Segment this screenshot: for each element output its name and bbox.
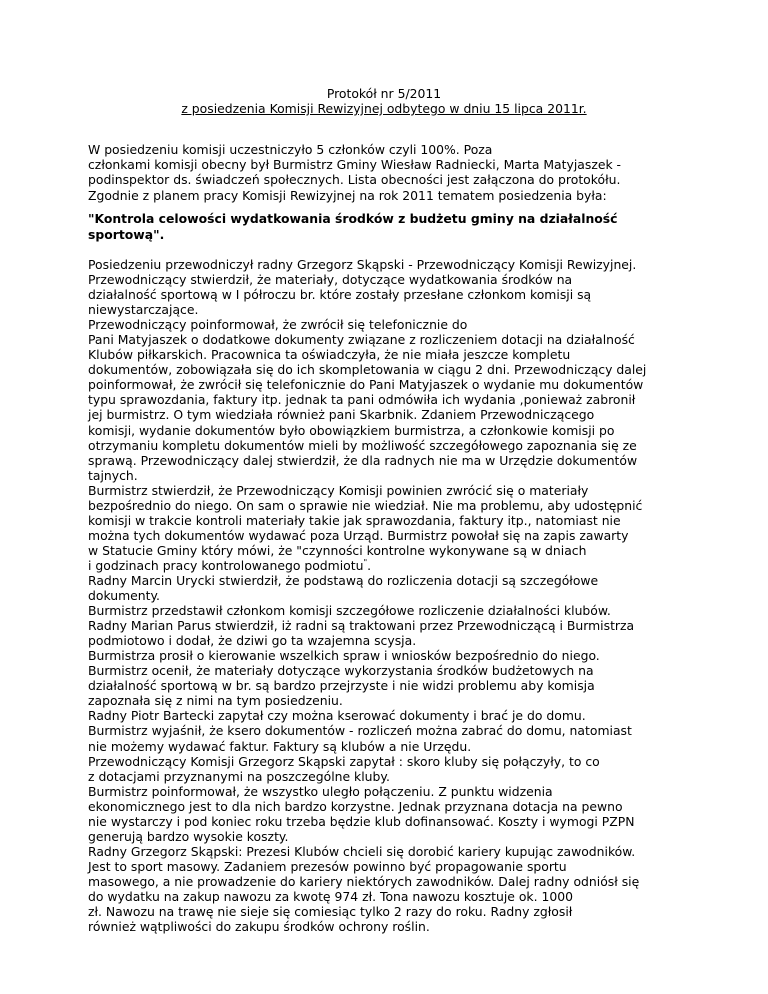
text-line: jej burmistrz. O tym wiedziała również pani Skarbnik. Zdaniem Przewodniczącego [88, 407, 595, 423]
text-line: "Kontrola celowości wydatkowania środków z budżetu gminy na działalność [88, 211, 618, 226]
text-line: Pani Matyjaszek o dodatkowe dokumenty związane z rozliczeniem dotacji na działalność [88, 332, 635, 348]
text-line: Radny Piotr Bartecki zapytał czy można kserować dokumenty i brać je do domu. [88, 708, 586, 724]
text-line: i godzinach pracy kontrolowanego podmiotu [88, 557, 364, 573]
text-line: z dotacjami przyznanymi na poszczególne kluby. [88, 768, 390, 784]
text-line: zapoznała się z nimi na tym posiedzeniu. [88, 693, 343, 709]
text-line: poinformował, że zwrócił się telefonicznie do Pani Matyjaszek o wydanie mu dokumentów [88, 377, 644, 393]
text-line: W posiedzeniu komisji uczestniczyło 5 członków czyli 100%. Poza [88, 142, 493, 157]
text-line: nie wystarczy i pod koniec roku trzeba będzie klub dofinansować. Koszty i wymogi PZPN [88, 813, 635, 829]
text-line: działalność sportową w br. są bardzo przejrzyste i nie widzi problemu aby komisja [88, 678, 595, 694]
text-line: Przewodniczący Komisji Grzegorz Skąpski zapytał : skoro kluby się połączyły, to co [88, 753, 600, 769]
text-line: do wydatku na zakup nawozu za kwotę 974 zł. Tona nawozu kosztuje ok. 1000 [88, 888, 574, 904]
footnote-mark: " [363, 557, 368, 567]
text-line: Zgodnie z planem pracy Komisji Rewizyjnej na rok 2011 tematem posiedzenia była: [88, 187, 607, 203]
text-line: niewystarczające. [88, 302, 199, 318]
text-line: podinspektor ds. świadczeń społecznych. Lista obecności jest załączona do protokółu. [88, 172, 621, 188]
text-line: w Statucie Gminy który mówi, że "czynności kontrolne wykonywane są w dniach [88, 542, 587, 558]
page-subtitle: z posiedzenia Komisji Rewizyjnej odbytego w dniu 15 lipca 2011r. [181, 101, 587, 116]
text-line: Przewodniczący poinformował, że zwrócił się telefonicznie do [88, 317, 468, 333]
text-line: nie możemy wydawać faktur. Faktury są klubów a nie Urzędu. [88, 738, 472, 754]
text-line: dokumenty. [88, 588, 161, 604]
text-line: komisji w trakcie kontroli materiały takie jak sprawozdania, faktury itp., natomiast nie [88, 512, 621, 528]
text-line: Burmistrz przedstawił członkom komisji szczegółowe rozliczenie działalności klubów. [88, 603, 611, 619]
text-line: podmiotowo i dodał, że dziwi go ta wzajemna scysja. [88, 633, 417, 649]
text-line: Burmistrz stwierdził, że Przewodniczący Komisji powinien zwrócić się o materiały [88, 482, 589, 498]
text-line: ekonomicznego jest to dla nich bardzo korzystne. Jednak przyznana dotacja na pewno [88, 798, 623, 814]
text-line: Burmistrz wyjaśnił, że ksero dokumentów - rozliczeń można zabrać do domu, natomiast [88, 723, 632, 739]
text-line-with-footnote [88, 558, 688, 573]
text-line: tajnych. [88, 467, 138, 483]
text-line: komisji, wydanie dokumentów było obowiązkiem burmistrza, a członkowie komisji po [88, 422, 615, 438]
text-line: dokumentów, zobowiązała się do ich skompletowania w ciągu 2 dni. Przewodniczący dalej [88, 362, 647, 378]
text-line: otrzymaniu kompletu dokumentów mieli by możliwość szczegółowego zapoznania się ze [88, 437, 637, 453]
text-line: zł. Nawozu na trawę nie sieje się comiesiąc tylko 2 razy do roku. Radny zgłosił [88, 904, 573, 920]
text-line: Burmistrz ocenił, że materiały dotyczące wykorzystania środków budżetowych na [88, 663, 594, 679]
text-line: członkami komisji obecny był Burmistrz Gminy Wiesław Radniecki, Marta Matyjaszek - [88, 157, 622, 173]
text-line: można tych dokumentów wydawać poza Urząd. Burmistrz powołał się na zapis zawarty [88, 527, 629, 543]
text-line: Radny Grzegorz Skąpski: Prezesi Klubów chcieli się dorobić kariery kupując zawodników. [88, 843, 636, 859]
text-line: Radny Marian Parus stwierdził, iż radni są traktowani przez Przewodniczącą i Burmistrza [88, 618, 635, 634]
text-line: Klubów piłkarskich. Pracownica ta oświadczyła, że nie miała jeszcze kompletu [88, 347, 571, 363]
text-line: masowego, a nie prowadzenie do kariery niektórych zawodników. Dalej radny odniósł się [88, 873, 640, 889]
text-line: Burmistrza prosił o kierowanie wszelkich spraw i wniosków bezpośrednio do niego. [88, 648, 600, 664]
text-line: sportową". [88, 227, 165, 242]
text-line: Przewodniczący stwierdził, że materiały, dotyczące wydatkowania środków na [88, 272, 573, 288]
text-line: Posiedzeniu przewodniczył radny Grzegorz Skąpski - Przewodniczący Komisji Rewizyjnej. [88, 257, 637, 272]
text-line: Radny Marcin Urycki stwierdził, że podstawą do rozliczenia dotacji są szczegółowe [88, 572, 599, 588]
text-line: również wątpliwości do zakupu środków ochrony roślin. [88, 919, 430, 935]
text-line: działalność sportową w I półroczu br. które zostały przesłane członkom komisji są [88, 287, 592, 303]
text-line: sprawą. Przewodniczący dalej stwierdził, że dla radnych nie ma w Urzędzie dokumentów [88, 452, 638, 468]
intro-paragraph [88, 142, 688, 203]
text-line: typu sprawozdania, faktury itp. jednak ta pani odmówiła ich wydania ,ponieważ zabronił [88, 392, 636, 408]
meeting-topic [88, 211, 688, 243]
page-title: Protokół nr 5/2011 [326, 86, 442, 101]
text-line: Jest to sport masowy. Zadaniem prezesów powinno być propagowanie sportu [88, 858, 567, 874]
body-text [88, 257, 688, 934]
line-suffix: . [367, 557, 372, 573]
text-line: Burmistrz poinformował, że wszystko uległo połączeniu. Z punktu widzenia [88, 783, 553, 799]
text-line: bezpośrednio do niego. On sam o sprawie nie wiedział. Nie ma problemu, aby udostępnić [88, 497, 643, 513]
text-line: generują bardzo wysokie koszty. [88, 828, 289, 844]
